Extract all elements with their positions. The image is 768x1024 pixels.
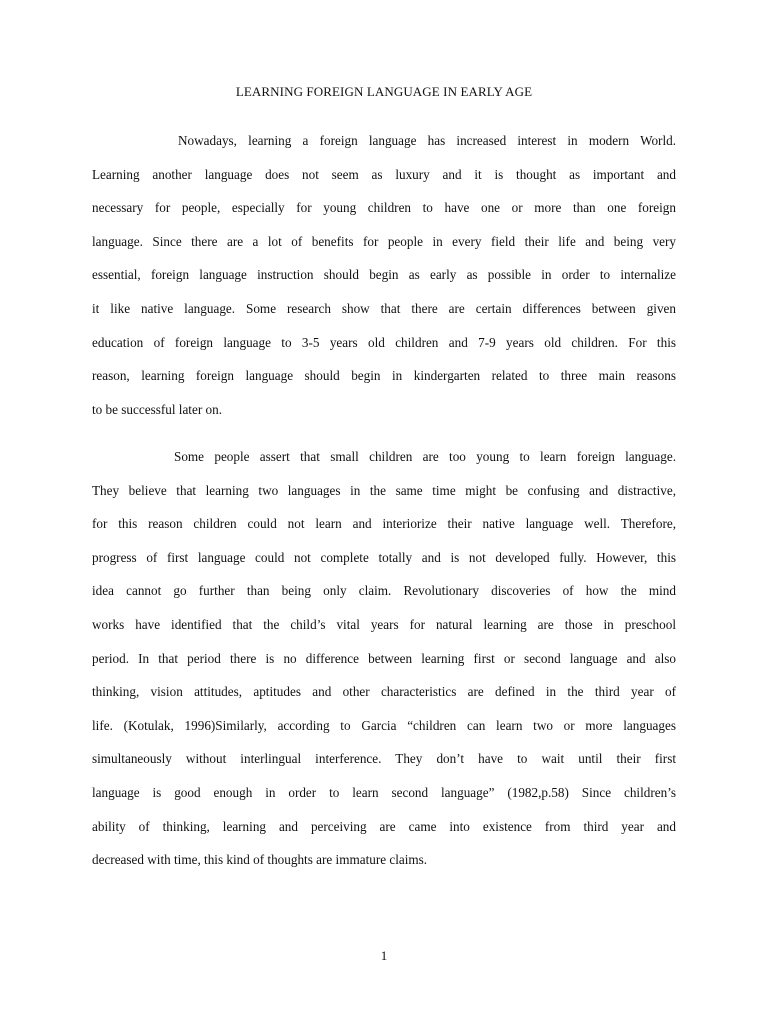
text-line: to be successful later on.: [92, 401, 223, 417]
document-title: LEARNING FOREIGN LANGUAGE IN EARLY AGE: [235, 84, 533, 99]
text-line: language is good enough in order to learn second language” (1982,p.58) Since children’s: [92, 784, 676, 800]
text-line: life. (Kotulak, 1996)Similarly, according to Garcia “children can learn two or more languages: [92, 717, 676, 733]
text-line: education of foreign language to 3-5 years old children and 7-9 years old children. For this: [92, 334, 676, 350]
text-line: it like native language. Some research show that there are certain differences between given: [92, 300, 676, 316]
text-line: idea cannot go further than being only claim. Revolutionary discoveries of how the mind: [92, 583, 676, 599]
text-line: Nowadays, learning a foreign language has increased interest in modern World.: [178, 133, 676, 148]
text-line: for this reason children could not learn and interiorize their native language well. Therefore,: [92, 516, 676, 532]
text-line: necessary for people, especially for young children to have one or more than one foreign: [92, 200, 676, 216]
paragraph-1: [92, 124, 676, 426]
text-line: decreased with time, this kind of thoughts are immature claims.: [92, 852, 428, 868]
text-line: essential, foreign language instruction should begin as early as possible in order to internalize: [92, 267, 676, 283]
paragraph-2: [92, 440, 676, 877]
page-number: 1: [380, 948, 388, 963]
text-line: simultaneously without interlingual interference. They don’t have to wait until their first: [92, 751, 676, 767]
text-line: Some people assert that small children are too young to learn foreign language.: [174, 449, 676, 464]
text-line: ability of thinking, learning and perceiving are came into existence from third year and: [92, 818, 676, 834]
text-line: progress of first language could not complete totally and is not developed fully. However, this: [92, 549, 676, 565]
text-line: thinking, vision attitudes, aptitudes and other characteristics are defined in the third year of: [92, 684, 676, 700]
text-line: works have identified that the child’s vital years for natural learning are those in preschool: [92, 616, 676, 632]
text-line: period. In that period there is no difference between learning first or second language and also: [92, 650, 676, 666]
text-line: reason, learning foreign language should begin in kindergarten related to three main reasons: [92, 368, 676, 384]
text-line: Learning another language does not seem as luxury and it is thought as important and: [92, 166, 676, 182]
text-line: language. Since there are a lot of benefits for people in every field their life and being very: [92, 233, 676, 249]
text-line: They believe that learning two languages in the same time might be confusing and distractive,: [92, 482, 676, 498]
